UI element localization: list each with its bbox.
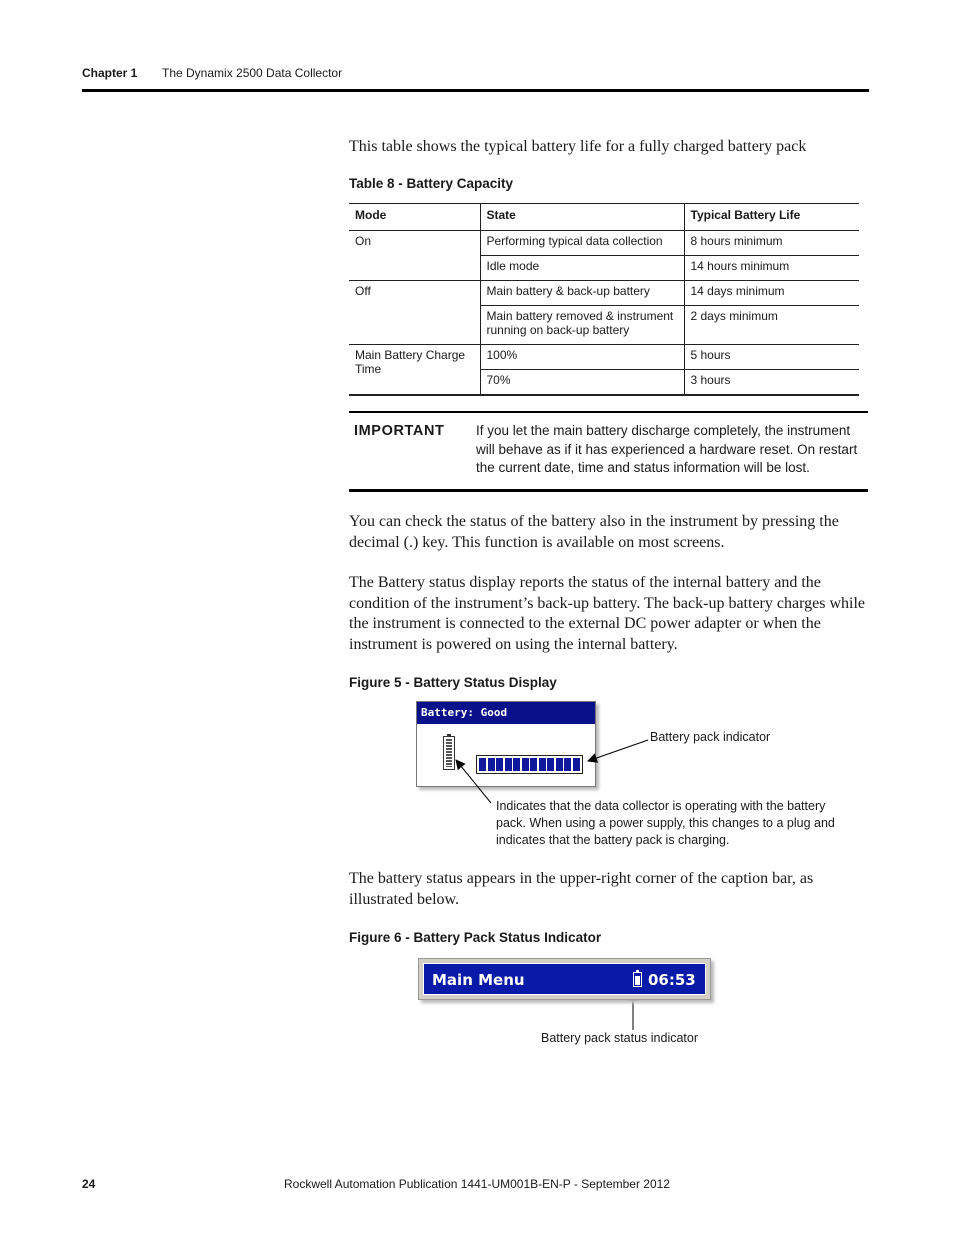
- caption-bar: [423, 963, 706, 995]
- life-cell: 8 hours minimum: [684, 231, 859, 256]
- state-cell: Main battery removed & instrument running on back-up battery: [480, 306, 684, 345]
- battery-status-fill: [635, 976, 640, 985]
- state-cell: 70%: [480, 370, 684, 396]
- page-number: 24: [82, 1177, 96, 1191]
- column-header: Typical Battery Life: [684, 204, 859, 231]
- table-caption: Table 8 - Battery Capacity: [349, 176, 514, 191]
- battery-status-icon: [633, 972, 642, 987]
- state-cell: Idle mode: [480, 256, 684, 281]
- screen-title: Battery: Good: [421, 706, 508, 719]
- mode-cell: Main Battery Charge Time: [349, 345, 480, 396]
- state-cell: Main battery & back-up battery: [480, 281, 684, 306]
- state-cell: Performing typical data collection: [480, 231, 684, 256]
- important-text: If you let the main battery discharge completely, the instrument will behave as if it has experienced a hardware reset. On restart the current date, time and status information will be lost.: [476, 423, 858, 475]
- pack-indicator-arrow: [588, 740, 648, 761]
- callout-status-indicator: Battery pack status indicator: [541, 1031, 699, 1045]
- caption-bar-title: Main Menu: [432, 971, 525, 989]
- state-cell: 100%: [480, 345, 684, 370]
- chapter-title: The Dynamix 2500 Data Collector: [162, 66, 343, 80]
- callout-battery-pack: Battery pack indicator: [650, 730, 771, 744]
- mode-cell: Off: [349, 281, 480, 345]
- icon-indicator-arrow: [456, 760, 491, 803]
- mode-cell: On: [349, 231, 480, 281]
- life-cell: 3 hours: [684, 370, 859, 396]
- paragraph-battery-status: The Battery status display reports the status of the internal battery and the condition of the instrument’s back-up battery. The back-up battery charges while the instrument is connected to the external DC power adapter or when the instrument is powered on using the internal battery.: [349, 574, 865, 653]
- callout-battery-icon: Indicates that the data collector is operating with the battery pack. When using a power supply, this changes to a plug and indicates that the battery pack is charging.: [496, 799, 835, 847]
- life-cell: 2 days minimum: [684, 306, 859, 345]
- paragraph-caption-bar: The battery status appears in the upper-right corner of the caption bar, as illustrated below.: [349, 870, 814, 908]
- life-cell: 14 days minimum: [684, 281, 859, 306]
- intro-paragraph: This table shows the typical battery life for a fully charged battery pack: [349, 138, 807, 155]
- column-header: Mode: [349, 204, 480, 231]
- important-label: IMPORTANT: [354, 423, 445, 439]
- caption-bar-time: 06:53: [648, 971, 696, 989]
- publication-info: Rockwell Automation Publication 1441-UM001B-EN-P - September 2012: [284, 1177, 670, 1191]
- column-header: State: [480, 204, 684, 231]
- figure6-caption: Figure 6 - Battery Pack Status Indicator: [349, 930, 602, 945]
- chapter-label: Chapter 1: [82, 66, 138, 80]
- life-cell: 14 hours minimum: [684, 256, 859, 281]
- life-cell: 5 hours: [684, 345, 859, 370]
- main-menu-caption-bar-screen: [418, 958, 711, 1000]
- paragraph-decimal-key: You can check the status of the battery also in the instrument by pressing the decimal (.) key. This function is available on most screens.: [349, 513, 839, 551]
- figure5-caption: Figure 5 - Battery Status Display: [349, 675, 557, 690]
